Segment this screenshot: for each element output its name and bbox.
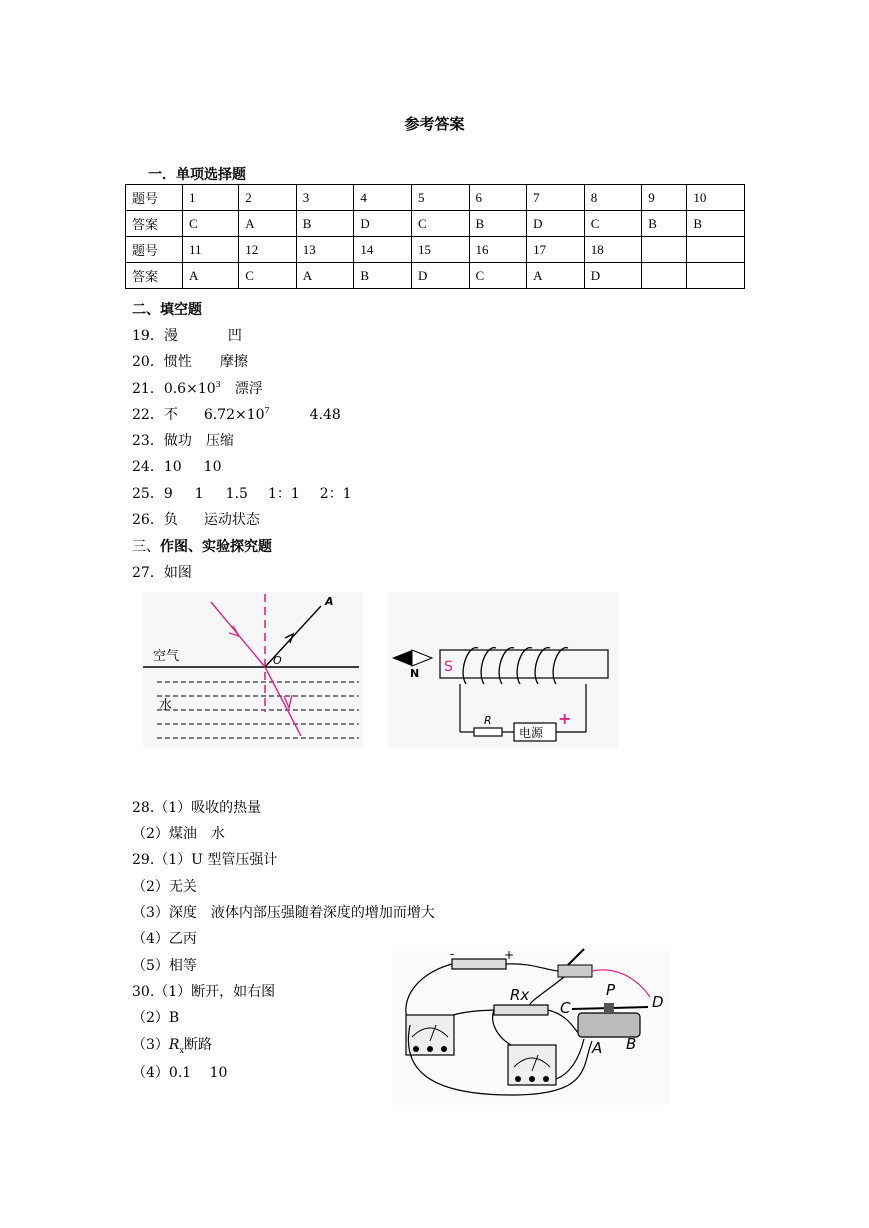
- rheostat-slider: [604, 1003, 614, 1013]
- meter-terminal: [529, 1076, 535, 1082]
- table-cell: A: [183, 263, 239, 289]
- answer-28-2: （2）煤油 水: [132, 826, 225, 842]
- s-pole-label: S: [444, 659, 453, 675]
- table-cell: 2: [239, 185, 297, 211]
- positive-terminal-label: +: [558, 709, 572, 728]
- table-cell: B: [354, 263, 412, 289]
- exponent: 3: [215, 380, 221, 389]
- battery: [452, 959, 506, 969]
- answer-29-1: 29.（1）U 型管压强计: [132, 852, 278, 868]
- answer-value: 压缩: [205, 433, 234, 449]
- answer-22: [132, 404, 341, 424]
- answer-value: 凹: [227, 328, 242, 344]
- answer-value: 6.72×10: [203, 407, 265, 423]
- page-title: 参考答案: [404, 115, 465, 133]
- table-cell: D: [354, 211, 412, 237]
- power-source-label: 电源: [519, 726, 544, 740]
- table-cell: C: [411, 211, 469, 237]
- resistor-label: R: [484, 714, 492, 727]
- table-cell: C: [183, 211, 239, 237]
- resistor-rx: [494, 1005, 548, 1015]
- table-cell: B: [469, 211, 527, 237]
- answer-29-2: （2）无关: [132, 879, 197, 895]
- n-pole-label: N: [410, 667, 420, 680]
- rx-label: Rx: [510, 986, 530, 1004]
- battery-plus-label: +: [504, 948, 515, 962]
- circuit-figure: [392, 945, 670, 1105]
- electromagnet-figure: [388, 592, 618, 748]
- question-number: 22．: [132, 407, 164, 423]
- section1-heading: 一．单项选择题: [148, 167, 246, 183]
- table-cell: B: [687, 211, 745, 237]
- section3-prefix: 三、: [132, 539, 160, 555]
- meter-terminal: [427, 1046, 433, 1052]
- rx-subscript: x: [179, 1045, 184, 1055]
- answer-26: [132, 509, 260, 529]
- answer-25: [132, 483, 352, 503]
- section2-heading: 二、填空题: [132, 302, 202, 318]
- answer-23: [132, 430, 234, 450]
- question-number: 23．: [132, 433, 164, 449]
- sub-number: （3）: [132, 1037, 169, 1053]
- exponent: 7: [264, 406, 270, 415]
- table-cell: C: [469, 263, 527, 289]
- meter-terminal: [441, 1046, 447, 1052]
- answer-28-1: 28.（1）吸收的热量: [132, 800, 262, 816]
- table-cell: 10: [687, 185, 745, 211]
- water-label: 水: [159, 698, 173, 713]
- meter-terminal: [413, 1046, 419, 1052]
- answer-value: 摩擦: [219, 354, 248, 370]
- table-cell: 18: [584, 237, 642, 263]
- table-row: [126, 263, 745, 289]
- terminal-c-label: C: [560, 999, 571, 1017]
- table-cell: 3: [296, 185, 354, 211]
- answer-value: 漂浮: [234, 381, 263, 397]
- table-row-label: 题号: [126, 237, 183, 263]
- refraction-figure: [143, 592, 363, 748]
- answer-30-3: [132, 1034, 212, 1055]
- answer-29-5: （5）相等: [132, 958, 197, 974]
- answer-19: [132, 325, 242, 345]
- table-cell: 8: [584, 185, 642, 211]
- answer-table: [125, 184, 745, 289]
- terminal-b-label: B: [626, 1035, 637, 1053]
- answer-value: 0.6×10: [163, 381, 216, 397]
- table-row-label: 答案: [126, 263, 183, 289]
- table-cell: 15: [411, 237, 469, 263]
- resistor: [474, 728, 502, 736]
- table-cell: 12: [239, 237, 297, 263]
- answer-30-1: 30.（1）断开，如右图: [132, 984, 276, 1000]
- air-label: 空气: [153, 649, 180, 664]
- point-o-label: O: [273, 654, 282, 667]
- rx-symbol: R: [168, 1037, 180, 1053]
- table-cell: D: [411, 263, 469, 289]
- answer-29-3: （3）深度 液体内部压强随着深度的增加而增大: [132, 905, 435, 921]
- answer-30-4: （4）0.1 10: [132, 1065, 228, 1081]
- table-cell: B: [296, 211, 354, 237]
- table-cell: 17: [527, 237, 585, 263]
- question-number: 24．: [132, 459, 164, 475]
- table-row: [126, 185, 745, 211]
- meter-terminal: [543, 1076, 549, 1082]
- answer-27: 27．如图: [132, 565, 192, 581]
- table-row: [126, 211, 745, 237]
- table-cell: C: [239, 263, 297, 289]
- answer-29-4: （4）乙丙: [132, 931, 197, 947]
- table-cell: C: [584, 211, 642, 237]
- table-cell: [687, 263, 745, 289]
- table-cell: 13: [296, 237, 354, 263]
- terminal-d-label: D: [652, 993, 664, 1011]
- table-cell: 1: [183, 185, 239, 211]
- table-cell: D: [584, 263, 642, 289]
- answer-24: [132, 456, 221, 476]
- answer-30-2: （2）B: [132, 1010, 180, 1026]
- slider-p-label: P: [606, 981, 616, 999]
- table-cell: 7: [527, 185, 585, 211]
- question-number: 20．: [132, 354, 164, 370]
- table-cell: A: [527, 263, 585, 289]
- table-cell: [642, 263, 687, 289]
- rheostat: [578, 1013, 640, 1037]
- answer-21: [132, 378, 263, 398]
- point-a-label: A: [325, 595, 334, 608]
- answer-value: 1: [194, 486, 204, 502]
- answer-value: 运动状态: [203, 512, 260, 528]
- answer-value: 1.5: [225, 486, 248, 502]
- answer-value: 2：1: [319, 486, 352, 502]
- question-number: 19．: [132, 328, 164, 344]
- table-row-label: 答案: [126, 211, 183, 237]
- table-cell: 5: [411, 185, 469, 211]
- answer-value: 1：1: [267, 486, 300, 502]
- question-number: 26．: [132, 512, 164, 528]
- question-number: 21．: [132, 381, 164, 397]
- table-cell: 11: [183, 237, 239, 263]
- table-row-label: 题号: [126, 185, 183, 211]
- switch: [558, 965, 592, 977]
- table-cell: B: [642, 211, 687, 237]
- table-cell: 4: [354, 185, 412, 211]
- table-cell: [687, 237, 745, 263]
- answer-value: 惯性: [163, 354, 192, 370]
- answer-value: 漫: [163, 328, 178, 344]
- answer-value: 4.48: [309, 407, 341, 423]
- answer-value: 不: [163, 407, 178, 423]
- table-cell: 9: [642, 185, 687, 211]
- battery-minus-label: -: [450, 947, 455, 961]
- section3-heading: [132, 536, 272, 556]
- terminal-a-label: A: [592, 1039, 603, 1057]
- table-cell: D: [527, 211, 585, 237]
- answer-value: 10: [203, 459, 222, 475]
- answer-value: 做功: [163, 433, 192, 449]
- answer-value: 9: [163, 486, 173, 502]
- meter-terminal: [515, 1076, 521, 1082]
- answer-value: 负: [163, 512, 178, 528]
- table-cell: 14: [354, 237, 412, 263]
- answer-value: 断路: [183, 1037, 212, 1053]
- table-cell: A: [239, 211, 297, 237]
- table-cell: [642, 237, 687, 263]
- answer-20: [132, 351, 248, 371]
- answer-value: 10: [163, 459, 182, 475]
- question-number: 25．: [132, 486, 164, 502]
- table-cell: 16: [469, 237, 527, 263]
- table-cell: A: [296, 263, 354, 289]
- section3-title: 作图、实验探究题: [160, 539, 272, 555]
- table-cell: 6: [469, 185, 527, 211]
- table-row: [126, 237, 745, 263]
